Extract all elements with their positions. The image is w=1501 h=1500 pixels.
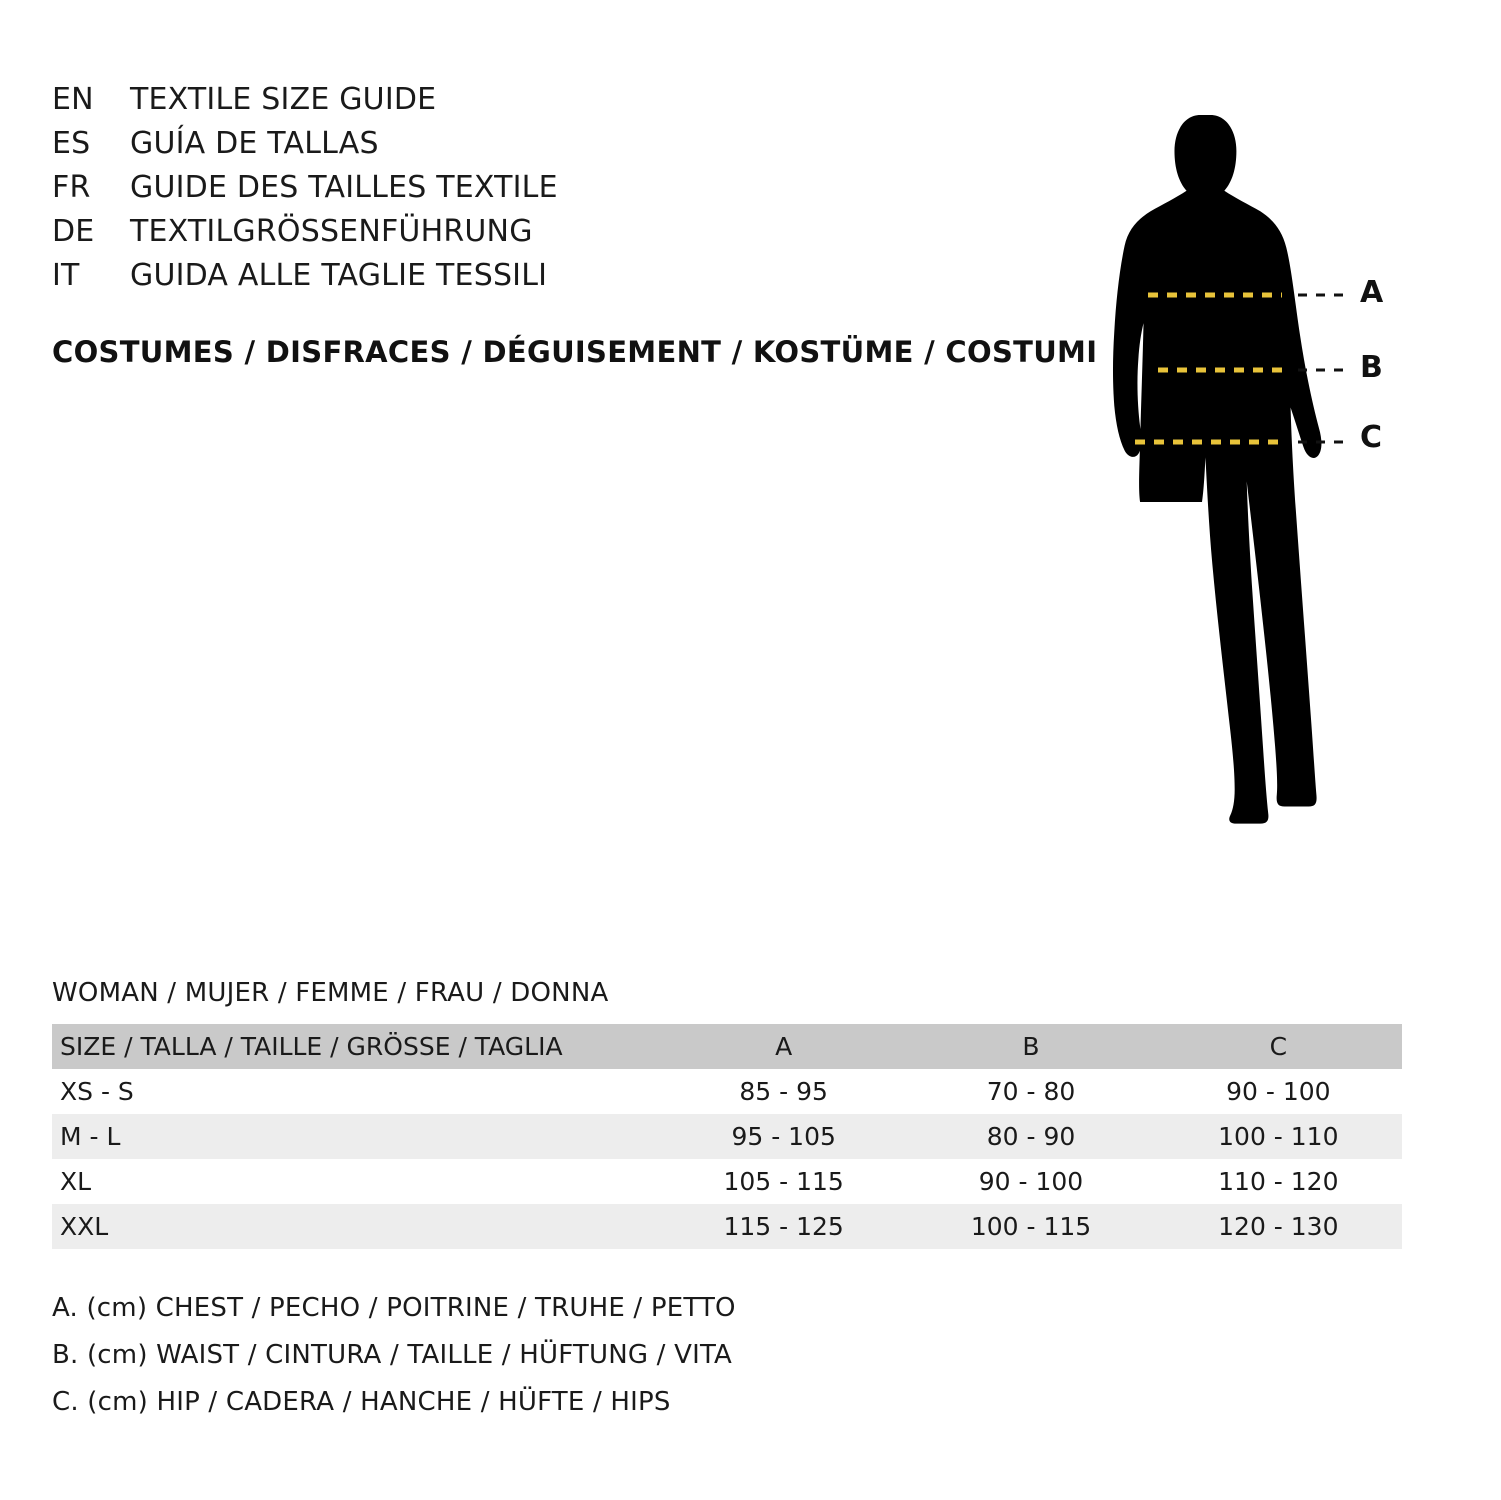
cell-size: XS - S xyxy=(60,1077,134,1106)
cell-a: 85 - 95 xyxy=(739,1077,828,1106)
language-text: GUIDA ALLE TAGLIE TESSILI xyxy=(130,258,548,293)
table-row xyxy=(52,1159,1402,1204)
footnote-a: A. (cm) CHEST / PECHO / POITRINE / TRUHE / PETTO xyxy=(52,1293,736,1323)
table-row xyxy=(52,1204,1402,1249)
marker-label-a: A xyxy=(1360,275,1384,310)
table-header-row xyxy=(52,1024,1402,1069)
table-row xyxy=(52,1069,1402,1114)
cell-c: 90 - 100 xyxy=(1226,1077,1331,1106)
language-list xyxy=(52,78,952,298)
cell-size: XL xyxy=(60,1167,92,1196)
language-code: DE xyxy=(52,214,95,249)
cell-c: 110 - 120 xyxy=(1218,1167,1339,1196)
language-text: GUIDE DES TAILLES TEXTILE xyxy=(130,170,558,205)
size-table-block xyxy=(52,978,1402,1249)
language-row xyxy=(52,78,952,122)
language-row xyxy=(52,166,952,210)
cell-c: 100 - 110 xyxy=(1218,1122,1339,1151)
marker-label-b: B xyxy=(1360,350,1383,385)
cell-b: 90 - 100 xyxy=(978,1167,1084,1196)
cell-a: 105 - 115 xyxy=(723,1167,844,1196)
measurement-lines xyxy=(1030,60,1450,940)
column-header-b: B xyxy=(1022,1032,1040,1061)
language-code: FR xyxy=(52,170,91,205)
footnote-b: B. (cm) WAIST / CINTURA / TAILLE / HÜFTUNG / VITA xyxy=(52,1340,733,1370)
language-text: GUÍA DE TALLAS xyxy=(130,126,379,161)
language-row xyxy=(52,210,952,254)
table-caption: WOMAN / MUJER / FEMME / FRAU / DONNA xyxy=(52,978,609,1008)
footnote-c: C. (cm) HIP / CADERA / HANCHE / HÜFTE / HIPS xyxy=(52,1387,671,1417)
cell-c: 120 - 130 xyxy=(1218,1212,1339,1241)
cell-size: M - L xyxy=(60,1122,121,1151)
cell-b: 70 - 80 xyxy=(986,1077,1076,1106)
language-row xyxy=(52,122,952,166)
cell-size: XXL xyxy=(60,1212,109,1241)
footnote-list xyxy=(52,1285,1152,1426)
table-body xyxy=(52,1069,1402,1249)
language-code: EN xyxy=(52,82,94,117)
table-row xyxy=(52,1114,1402,1159)
language-text: TEXTILGRÖSSENFÜHRUNG xyxy=(130,214,533,249)
language-code: IT xyxy=(52,258,80,293)
column-header-a: A xyxy=(775,1032,793,1061)
cell-b: 80 - 90 xyxy=(986,1122,1076,1151)
cell-a: 95 - 105 xyxy=(731,1122,836,1151)
language-text: TEXTILE SIZE GUIDE xyxy=(130,82,437,117)
language-row xyxy=(52,254,952,298)
marker-label-c: C xyxy=(1360,420,1383,455)
size-table xyxy=(52,1024,1402,1249)
measurement-figure xyxy=(1030,60,1450,940)
page-title: COSTUMES / DISFRACES / DÉGUISEMENT / KOSTÜME / COSTUMI xyxy=(52,335,1098,369)
column-header-size: SIZE / TALLA / TAILLE / GRÖSSE / TAGLIA xyxy=(60,1032,563,1061)
cell-a: 115 - 125 xyxy=(723,1212,844,1241)
table-head xyxy=(52,1024,1402,1069)
language-code: ES xyxy=(52,126,91,161)
column-header-c: C xyxy=(1269,1032,1288,1061)
cell-b: 100 - 115 xyxy=(970,1212,1092,1241)
